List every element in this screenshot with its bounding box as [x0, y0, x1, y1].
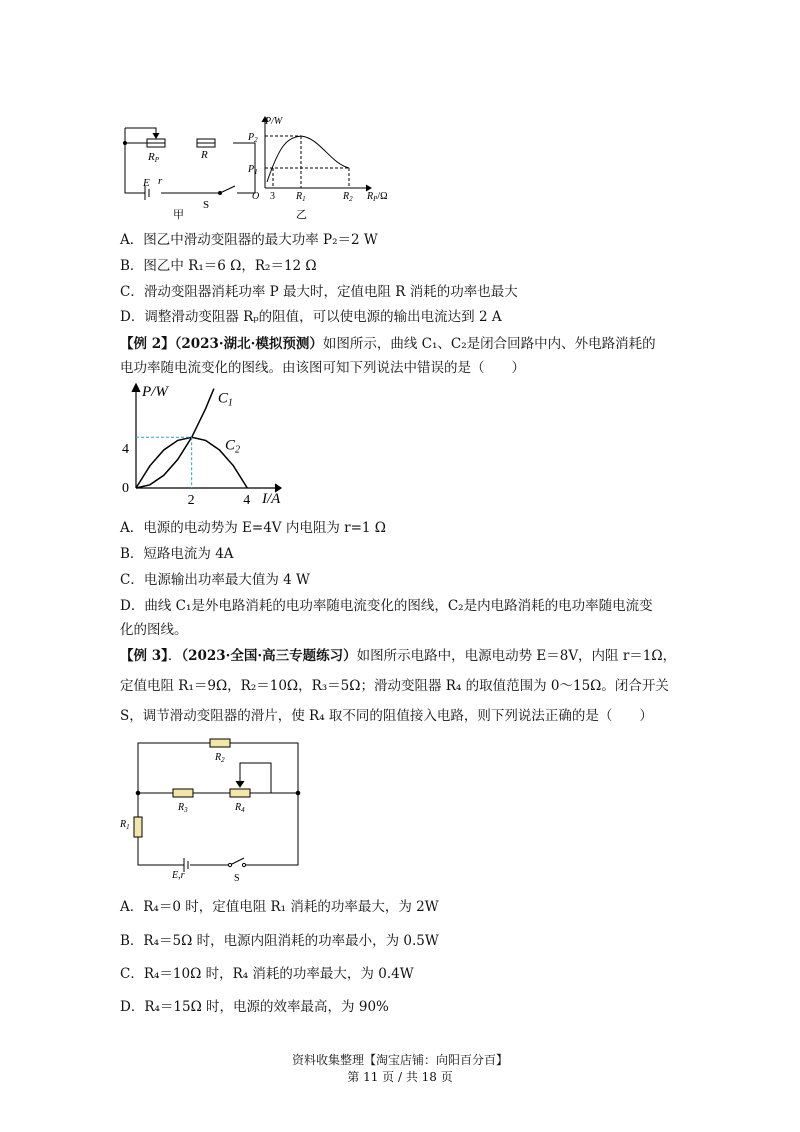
ex3-stem-line1	[120, 646, 676, 666]
x-tick-4: 4	[243, 493, 251, 508]
caption-jia: 甲	[173, 209, 184, 221]
resistor-r3	[173, 789, 193, 797]
figure-1	[115, 108, 405, 223]
axis-label-rp: $R_P/\Omega$	[367, 191, 388, 203]
resistor-r2	[210, 739, 230, 747]
x-tick-0: 0	[122, 481, 129, 496]
tick-origin: O	[252, 191, 260, 202]
ex2-option-a: A．电源的电动势为 E=4V 内电阻为 r=1 Ω	[120, 520, 386, 536]
ex3-stem-line3: S，调节滑动变阻器的滑片，使 R₄ 取不同的阻值接入电路，则下列说法正确的是（ ）	[120, 708, 653, 724]
label-r4: $R_4$	[235, 802, 245, 814]
label-r-internal: r	[158, 175, 163, 187]
footer-source: 资料收集整理【淘宝店铺：向阳百分百】	[291, 1053, 508, 1067]
circuit-jia	[123, 128, 255, 200]
ex2-option-b: B．短路电流为 4A	[120, 546, 234, 562]
ex3-stem-line2: 定值电阻 R₁＝9Ω，R₂＝10Ω，R₃＝5Ω；滑动变阻器 R₄ 的取值范围为 0～15Ω。闭合开关	[120, 678, 669, 694]
y-axis-label: P/W	[142, 384, 168, 400]
ex2-option-d-line2: 化的图线。	[120, 622, 188, 638]
figure-3-circuit	[118, 735, 308, 885]
axis-label-p: P/W	[265, 116, 283, 127]
ex3-option-c: C．R₄＝10Ω 时，R₄ 消耗的功率最大，为 0.4W	[120, 966, 414, 982]
y-tick-4: 4	[122, 442, 129, 457]
tick-p1: $P_1$	[248, 164, 258, 176]
ex3-option-d: D．R₄＝15Ω 时，电源的效率最高，为 90%	[120, 999, 389, 1015]
ex3-option-b: B．R₄＝5Ω 时，电源内阻消耗的功率最小，为 0.5W	[120, 933, 439, 949]
ex3-option-a: A．R₄＝0 时，定值电阻 R₁ 消耗的功率最大，为 2W	[120, 899, 439, 915]
ex2-stem-1: 如图所示，曲线 C₁、C₂是闭合回路中内、外电路消耗的	[322, 336, 656, 352]
tick-r2: $R_2$	[343, 191, 353, 203]
series-label-c1: $C_1$	[217, 390, 233, 409]
series-line-c1	[136, 389, 214, 488]
label-s: S	[234, 873, 240, 884]
ex2-tag: 【例 2】	[120, 336, 175, 352]
label-er: E,r	[172, 870, 185, 881]
ex3-dot: ．	[167, 648, 182, 664]
q1-option-c: C．滑动变阻器消耗功率 P 最大时，定值电阻 R 消耗的功率也最大	[120, 284, 518, 300]
label-r3: $R_3$	[178, 802, 188, 814]
label-e: E	[143, 177, 150, 189]
chart-axes	[132, 384, 281, 492]
tick-3: 3	[270, 191, 275, 202]
label-r1: $R_1$	[120, 819, 130, 831]
label-r: R	[201, 149, 208, 161]
footer-page-number: 第 11 页 / 共 18 页	[347, 1070, 453, 1084]
caption-yi: 乙	[296, 209, 307, 221]
q1-option-b: B．图乙中 R₁＝6 Ω，R₂＝12 Ω	[120, 258, 317, 274]
graph-yi	[262, 117, 371, 191]
x-axis-label: I/A	[262, 491, 281, 507]
ex2-option-d-line1: D．曲线 C₁是外电路消耗的电功率随电流变化的图线，C₂是内电路消耗的电功率随电流变	[120, 598, 653, 614]
resistor-r1	[134, 817, 142, 837]
ex3-tag: 【例 3】	[120, 648, 168, 664]
resistor-r4	[230, 789, 250, 797]
ex2-source: （2023·湖北·模拟预测）	[174, 336, 323, 352]
label-rp: RP	[148, 151, 160, 164]
ex2-option-c: C．电源输出功率最大值为 4 W	[120, 572, 310, 588]
series-label-c2: $C_2$	[225, 437, 241, 456]
ex3-source: （2023·全国·高三专题练习）	[181, 648, 357, 664]
label-r2: $R_2$	[215, 752, 225, 764]
tick-p2: $P_2$	[248, 132, 258, 144]
label-s: S	[203, 199, 210, 211]
tick-r1: $R_1$	[296, 191, 306, 203]
ex2-stem-line1	[120, 334, 656, 354]
x-tick-2: 2	[187, 493, 195, 508]
ex2-stem-line2: 电功率随电流变化的图线。由该图可知下列说法中错误的是（ ）	[120, 360, 525, 376]
q1-option-d: D．调整滑动变阻器 Rₚ的阻值，可以使电源的输出电流达到 2 A	[120, 309, 502, 325]
ex3-stem-1: 如图所示电路中，电源电动势 E＝8V，内阻 r＝1Ω，	[356, 648, 677, 664]
q1-option-a: A．图乙中滑动变阻器的最大功率 P₂＝2 W	[120, 232, 378, 248]
figure-2-power-current-chart	[118, 378, 298, 510]
